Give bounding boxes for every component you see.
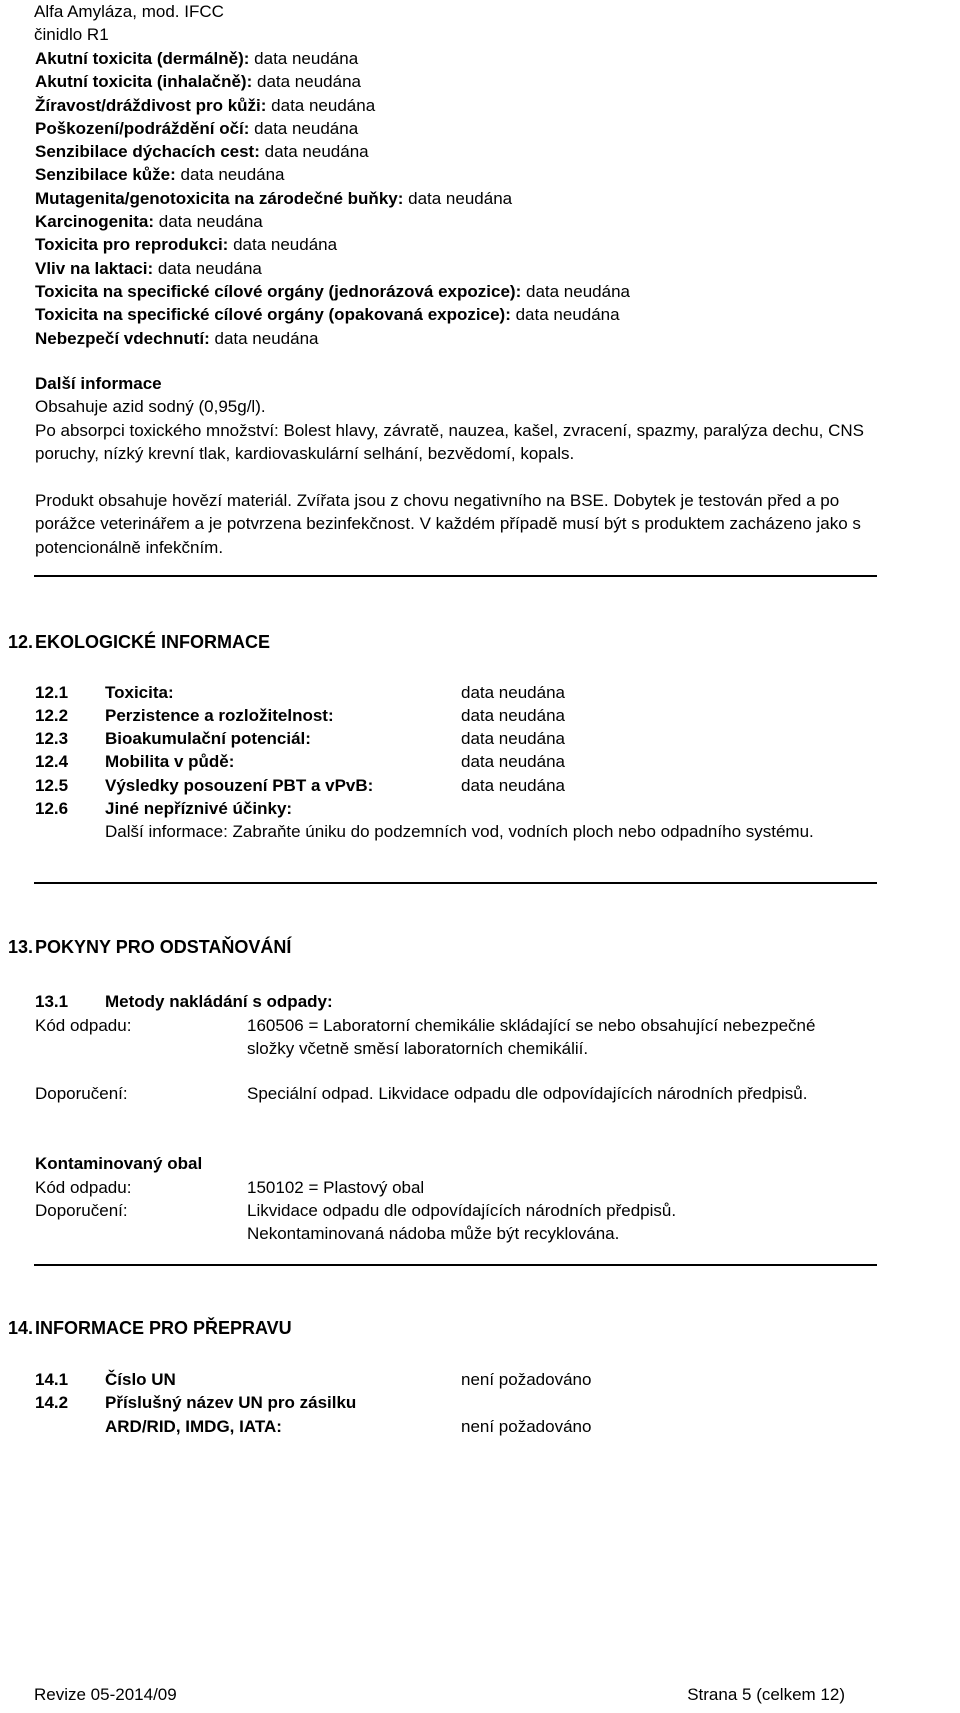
product-reagent: činidlo R1	[34, 25, 109, 44]
toxicity-row	[35, 140, 935, 163]
subsection-number: 12.1	[35, 683, 69, 702]
toxicity-label: Poškození/podráždění očí:	[35, 118, 250, 138]
product-name: Alfa Amyláza, mod. IFCC	[34, 2, 224, 21]
subsection-value: není požadováno	[461, 1370, 592, 1389]
subsection-number: 12.3	[35, 729, 69, 748]
subsection-value: není požadováno	[461, 1417, 592, 1436]
toxicity-row	[35, 327, 935, 350]
subsection-label: ARD/RID, IMDG, IATA:	[105, 1417, 282, 1436]
toxicity-label: Nebezpečí vdechnutí:	[35, 328, 210, 348]
subsection-label: Perzistence a rozložitelnost:	[105, 706, 334, 725]
toxicity-value: data neudána	[180, 165, 285, 185]
subsection-number: 12.6	[35, 799, 69, 818]
further-info-paragraph: Po absorpci toxického množství: Bolest hlavy, závratě, nauzea, kašel, zvracení, spazmy, paralýza dechu, CNS poruchy, nízký krevní tlak, kardiovaskulární selhání, bezvědomí, kopals.	[35, 420, 864, 463]
subsection-number: 14.2	[35, 1393, 69, 1412]
subsection-number: 12.5	[35, 776, 69, 795]
subsection-number: 14.1	[35, 1370, 69, 1389]
section-number: 12.	[7, 632, 33, 652]
footer-page-number: Strana 5 (celkem 12)	[687, 1685, 845, 1704]
recommendation-label: Doporučení:	[35, 1084, 128, 1103]
section-title: POKYNY PRO ODSTAŇOVÁNÍ	[35, 937, 292, 957]
packaging-recommendation-label: Doporučení:	[35, 1201, 128, 1220]
toxicity-label: Akutní toxicita (inhalačně):	[35, 72, 253, 92]
further-info-title: Další informace	[35, 374, 162, 393]
toxicity-row	[35, 94, 935, 117]
packaging-recommendation-line: Nekontaminovaná nádoba může být recyklována.	[247, 1224, 620, 1244]
toxicity-row	[35, 303, 935, 326]
subsection-label: Výsledky posouzení PBT a vPvB:	[105, 776, 374, 795]
toxicity-list	[35, 47, 935, 350]
subsection-label: Bioakumulační potenciál:	[105, 729, 311, 748]
subsection-value: data neudána	[461, 729, 565, 748]
toxicity-value: data neudána	[515, 305, 620, 325]
toxicity-row	[35, 187, 935, 210]
toxicity-label: Karcinogenita:	[35, 212, 155, 232]
ecology-note: Další informace: Zabraňte úniku do podzemních vod, vodních ploch nebo odpadního systému.	[105, 822, 814, 841]
section-number: 14.	[7, 1318, 33, 1338]
subsection-label: Příslušný název UN pro zásilku	[105, 1393, 357, 1412]
footer-revision: Revize 05-2014/09	[34, 1685, 177, 1704]
section-divider	[34, 882, 877, 884]
toxicity-row	[35, 280, 935, 303]
toxicity-value: data neudána	[254, 118, 359, 138]
subsection-number: 12.2	[35, 706, 69, 725]
toxicity-label: Toxicita na specifické cílové orgány (jednorázová expozice):	[35, 281, 522, 301]
toxicity-value: data neudána	[256, 72, 361, 92]
toxicity-label: Senzibilace kůže:	[35, 165, 176, 185]
toxicity-label: Senzibilace dýchacích cest:	[35, 142, 260, 162]
section-title: INFORMACE PRO PŘEPRAVU	[35, 1318, 292, 1338]
toxicity-value: data neudána	[408, 188, 513, 208]
toxicity-label: Toxicita na specifické cílové orgány (opakovaná expozice):	[35, 305, 511, 325]
packaging-recommendation-value	[247, 1199, 867, 1246]
section-divider	[34, 575, 877, 577]
toxicity-value: data neudána	[264, 142, 369, 162]
toxicity-label: Toxicita pro reprodukci:	[35, 235, 229, 255]
toxicity-label: Akutní toxicita (dermálně):	[35, 49, 250, 68]
subsection-label: Toxicita:	[105, 683, 174, 702]
section-divider	[34, 1264, 877, 1266]
toxicity-value: data neudána	[157, 258, 262, 278]
toxicity-label: Žíravost/dráždivost pro kůži:	[35, 95, 267, 115]
toxicity-row	[35, 257, 935, 280]
subsection-number: 12.4	[35, 752, 69, 771]
toxicity-row	[35, 47, 935, 70]
toxicity-value: data neudána	[525, 281, 630, 301]
toxicity-value: data neudána	[158, 212, 263, 232]
toxicity-value: data neudána	[214, 328, 319, 348]
toxicity-row	[35, 70, 935, 93]
section-number: 13.	[7, 937, 33, 957]
document-header	[34, 0, 224, 46]
waste-code-label: Kód odpadu:	[35, 1016, 132, 1035]
subsection-label: Jiné nepříznivé účinky:	[105, 799, 293, 818]
subsection-label: Metody nakládání s odpady:	[105, 992, 333, 1011]
further-info-line: Obsahuje azid sodný (0,95g/l).	[35, 397, 266, 417]
packaging-code-label: Kód odpadu:	[35, 1178, 132, 1197]
toxicity-row	[35, 163, 935, 186]
toxicity-value: data neudána	[233, 235, 338, 255]
toxicity-label: Vliv na laktaci:	[35, 258, 154, 278]
subsection-value: data neudána	[461, 752, 565, 771]
packaging-recommendation-line: Likvidace odpadu dle odpovídajících národních předpisů.	[247, 1201, 677, 1220]
toxicity-row	[35, 117, 935, 140]
further-info-paragraph: Produkt obsahuje hovězí materiál. Zvířata jsou z chovu negativního na BSE. Dobytek je testován před a po porážce veterinářem a je potvrzena bezinfekčnost. V každém případě musí být s produktem zacházeno jako s potencionálně infekčním.	[35, 491, 861, 557]
toxicity-row	[35, 210, 935, 233]
toxicity-value: data neudána	[271, 95, 376, 115]
packaging-code-value: 150102 = Plastový obal	[247, 1178, 425, 1197]
subsection-value: data neudána	[461, 776, 565, 795]
subsection-label: Mobilita v půdě:	[105, 752, 235, 771]
toxicity-label: Mutagenita/genotoxicita na zárodečné buňky:	[35, 188, 404, 208]
waste-code-value: 160506 = Laboratorní chemikálie skládající se nebo obsahující nebezpečné složky včetně směsí laboratorních chemikálií.	[247, 1016, 816, 1059]
recommendation-value: Speciální odpad. Likvidace odpadu dle odpovídajících národních předpisů.	[247, 1084, 808, 1103]
section-title: EKOLOGICKÉ INFORMACE	[35, 632, 271, 652]
subsection-value: data neudána	[461, 683, 565, 702]
toxicity-value: data neudána	[254, 49, 359, 68]
subsection-value: data neudána	[461, 706, 565, 725]
subsection-label: Číslo UN	[105, 1370, 176, 1389]
subsection-number: 13.1	[35, 992, 69, 1011]
toxicity-row	[35, 233, 935, 256]
contaminated-packaging-title: Kontaminovaný obal	[35, 1154, 203, 1173]
further-info	[35, 372, 885, 559]
